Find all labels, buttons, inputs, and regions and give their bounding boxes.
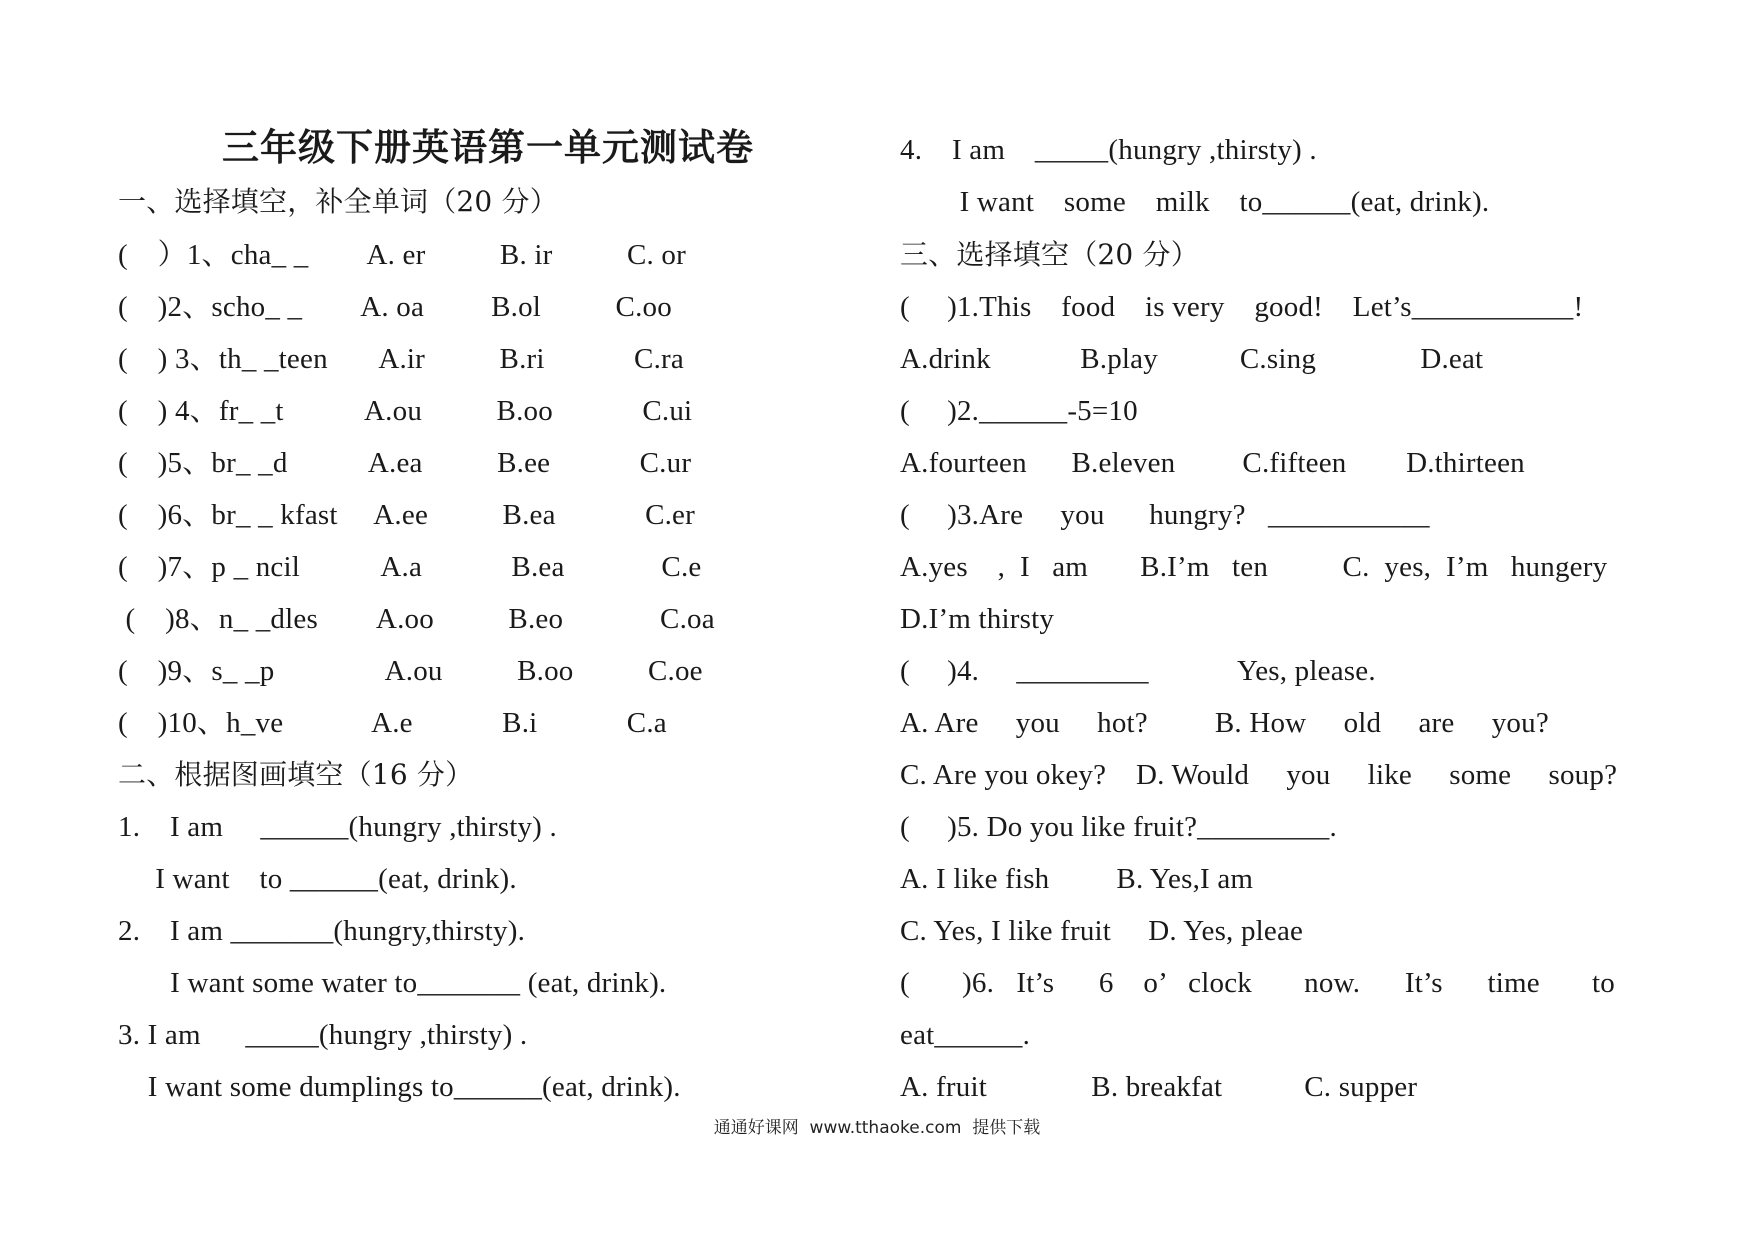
question-line: A.drink B.play C.sing D.eat	[900, 343, 1484, 375]
question-line: ( )6. It’s 6 o’ clock now. It’s time to	[900, 967, 1615, 999]
question-line: ( )3.Are you hungry? ___________	[900, 499, 1430, 531]
question-line: eat______.	[900, 1019, 1031, 1051]
question-line: ( )5. Do you like fruit?_________.	[900, 811, 1337, 843]
question-line: I want to ______(eat, drink).	[118, 863, 517, 895]
page-title: 三年级下册英语第一单元测试卷	[222, 126, 754, 169]
question-line: I want some milk to______(eat, drink).	[900, 186, 1490, 218]
question-line: 2. I am _______(hungry,thirsty).	[118, 915, 526, 947]
page-footer: 通通好课网 www.tthaoke.com 提供下载	[713, 1118, 1041, 1138]
question-line: A.yes , I am B.I’m ten C. yes, I’m hungery	[900, 551, 1608, 583]
question-line: ( )10、h_ve A.e B.i C.a	[118, 707, 667, 739]
question-line: ( )8、n_ _dles A.oo B.eo C.oa	[118, 603, 715, 635]
question-line: A. fruit B. breakfat C. supper	[900, 1071, 1418, 1103]
section-1-heading: 一、选择填空，补全单词（20 分）	[118, 185, 558, 218]
question-line: I want some water to_______ (eat, drink).	[118, 967, 667, 999]
question-line: ( )5、br_ _d A.ea B.ee C.ur	[118, 447, 692, 479]
question-line: 1. I am ______(hungry ,thirsty) .	[118, 811, 557, 843]
question-line: 4. I am _____(hungry ,thirsty) .	[900, 134, 1317, 166]
question-line: ( )9、s_ _p A.ou B.oo C.oe	[118, 655, 703, 687]
question-line: A.fourteen B.eleven C.fifteen D.thirteen	[900, 447, 1525, 479]
question-line: A. I like fish B. Yes,I am	[900, 863, 1254, 895]
section-2-heading: 二、根据图画填空（16 分）	[118, 758, 474, 791]
question-line: ( ）1、cha_ _ A. er B. ir C. or	[118, 239, 686, 271]
question-line: ( )6、br_ _ kfast A.ee B.ea C.er	[118, 499, 695, 531]
section-3-heading: 三、选择填空（20 分）	[900, 238, 1199, 271]
question-line: ( ) 3、th_ _teen A.ir B.ri C.ra	[118, 343, 684, 375]
question-line: 3. I am _____(hungry ,thirsty) .	[118, 1019, 528, 1051]
question-line: I want some dumplings to______(eat, drink).	[118, 1071, 681, 1103]
question-line: D.I’m thirsty	[900, 603, 1055, 635]
question-line: ( )7、p _ ncil A.a B.ea C.e	[118, 551, 702, 583]
question-line: ( )2、scho_ _ A. oa B.ol C.oo	[118, 291, 672, 323]
question-line: A. Are you hot? B. How old are you?	[900, 707, 1549, 739]
question-line: C. Yes, I like fruit D. Yes, pleae	[900, 915, 1304, 947]
question-line: ( )4. _________ Yes, please.	[900, 655, 1376, 687]
question-line: C. Are you okey? D. Would you like some soup?	[900, 759, 1618, 791]
question-line: ( )1.This food is very good! Let’s___________!	[900, 291, 1584, 323]
question-line: ( ) 4、fr_ _t A.ou B.oo C.ui	[118, 395, 693, 427]
question-line: ( )2.______-5=10	[900, 395, 1138, 427]
